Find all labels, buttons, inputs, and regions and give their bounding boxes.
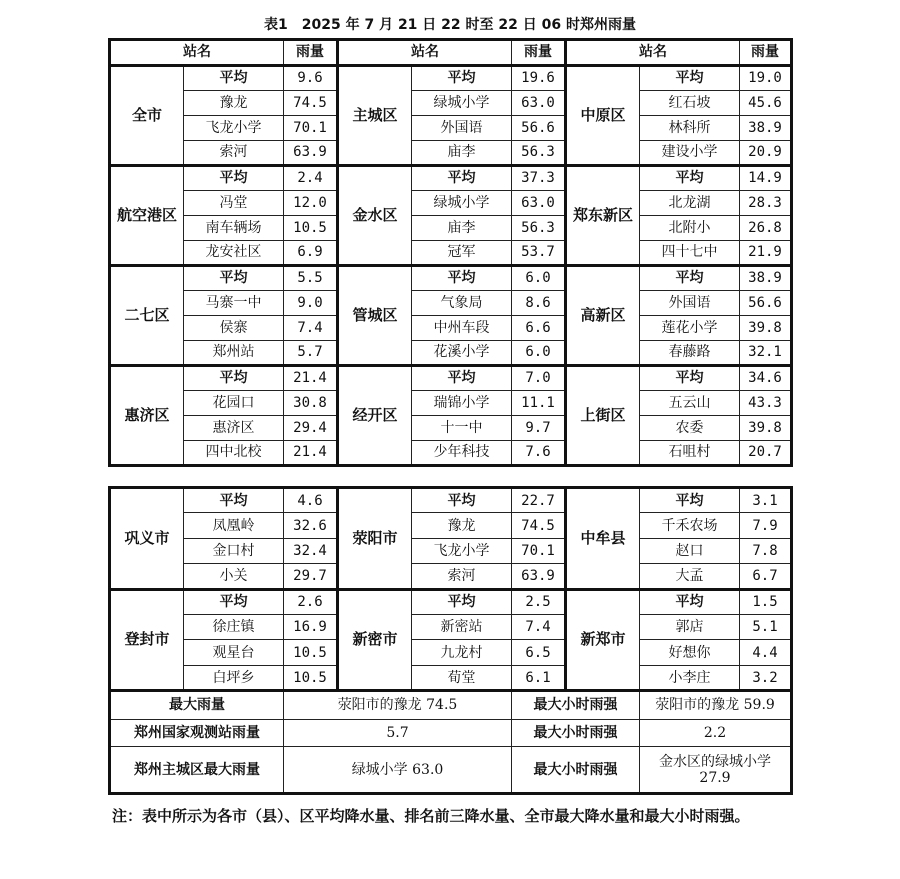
district-name: 郑东新区	[566, 166, 640, 266]
district-name: 航空港区	[110, 166, 184, 266]
station-name: 五云山	[640, 391, 740, 416]
rainfall-value: 38.9	[740, 116, 792, 141]
station-name: 南车辆场	[184, 216, 284, 241]
rainfall-value: 70.1	[512, 538, 566, 563]
average-label: 平均	[184, 66, 284, 91]
district-group-first-row	[110, 589, 792, 614]
average-label: 平均	[640, 166, 740, 191]
station-name: 十一中	[412, 416, 512, 441]
rainfall-value: 56.6	[512, 116, 566, 141]
header-station: 站名	[110, 40, 284, 66]
district-name: 新密市	[338, 589, 412, 691]
station-name: 惠济区	[184, 416, 284, 441]
summary-label-hourly: 最大小时雨强	[512, 691, 640, 720]
rainfall-value: 29.4	[284, 416, 338, 441]
rainfall-value: 7.8	[740, 538, 792, 563]
table-row	[110, 141, 792, 166]
summary-value: 绿城小学 63.0	[284, 747, 512, 794]
district-name: 巩义市	[110, 488, 184, 590]
district-name: 中牟县	[566, 488, 640, 590]
rainfall-value: 63.9	[512, 564, 566, 589]
district-name: 惠济区	[110, 366, 184, 466]
station-name: 飞龙小学	[412, 538, 512, 563]
station-name: 气象局	[412, 291, 512, 316]
station-name: 好想你	[640, 640, 740, 665]
station-name: 春藤路	[640, 341, 740, 366]
rainfall-value: 7.4	[512, 615, 566, 640]
rainfall-value: 6.0	[512, 266, 566, 291]
summary-label-hourly: 最大小时雨强	[512, 719, 640, 747]
table-row	[110, 316, 792, 341]
rainfall-value: 53.7	[512, 241, 566, 266]
rainfall-value: 9.7	[512, 416, 566, 441]
rainfall-value: 6.1	[512, 665, 566, 690]
rainfall-value: 45.6	[740, 91, 792, 116]
summary-row	[110, 747, 792, 794]
rainfall-value: 3.2	[740, 665, 792, 690]
rainfall-value: 6.7	[740, 564, 792, 589]
summary-label: 郑州主城区最大雨量	[110, 747, 284, 794]
rainfall-value: 9.0	[284, 291, 338, 316]
station-name: 绿城小学	[412, 191, 512, 216]
station-name: 北附小	[640, 216, 740, 241]
average-label: 平均	[184, 589, 284, 614]
header-rain: 雨量	[512, 40, 566, 66]
average-label: 平均	[184, 366, 284, 391]
rainfall-value: 37.3	[512, 166, 566, 191]
table-row	[110, 341, 792, 366]
rainfall-value: 28.3	[740, 191, 792, 216]
rainfall-value: 56.6	[740, 291, 792, 316]
rainfall-value: 7.9	[740, 513, 792, 538]
station-name: 飞龙小学	[184, 116, 284, 141]
rainfall-value: 3.1	[740, 488, 792, 513]
rainfall-value: 74.5	[284, 91, 338, 116]
summary-value-hourly: 荥阳市的豫龙 59.9	[640, 691, 792, 720]
station-name: 郑州站	[184, 341, 284, 366]
average-label: 平均	[412, 366, 512, 391]
average-label: 平均	[412, 66, 512, 91]
rainfall-value: 56.3	[512, 216, 566, 241]
district-name: 荥阳市	[338, 488, 412, 590]
rainfall-value: 6.0	[512, 341, 566, 366]
rainfall-value: 63.0	[512, 91, 566, 116]
rainfall-value: 32.6	[284, 513, 338, 538]
summary-label: 最大雨量	[110, 691, 284, 720]
station-name: 马寨一中	[184, 291, 284, 316]
rainfall-value: 20.7	[740, 441, 792, 466]
station-name: 四中北校	[184, 441, 284, 466]
rainfall-value: 43.3	[740, 391, 792, 416]
district-name: 中原区	[566, 66, 640, 166]
district-name: 全市	[110, 66, 184, 166]
station-name: 建设小学	[640, 141, 740, 166]
table-row	[110, 538, 792, 563]
rainfall-value: 4.6	[284, 488, 338, 513]
district-name: 高新区	[566, 266, 640, 366]
station-name: 四十七中	[640, 241, 740, 266]
station-name: 冠军	[412, 241, 512, 266]
table-row	[110, 640, 792, 665]
station-name: 金口村	[184, 538, 284, 563]
average-label: 平均	[640, 488, 740, 513]
station-name: 豫龙	[184, 91, 284, 116]
station-name: 侯寨	[184, 316, 284, 341]
rainfall-value: 16.9	[284, 615, 338, 640]
rainfall-value: 10.5	[284, 216, 338, 241]
table-row	[110, 441, 792, 466]
station-name: 千禾农场	[640, 513, 740, 538]
station-name: 农委	[640, 416, 740, 441]
average-label: 平均	[412, 589, 512, 614]
header-rain: 雨量	[740, 40, 792, 66]
average-label: 平均	[412, 166, 512, 191]
district-name: 二七区	[110, 266, 184, 366]
district-name: 上街区	[566, 366, 640, 466]
rainfall-value: 26.8	[740, 216, 792, 241]
rainfall-value: 5.7	[284, 341, 338, 366]
average-label: 平均	[640, 366, 740, 391]
rainfall-value: 32.1	[740, 341, 792, 366]
district-group-first-row	[110, 366, 792, 391]
district-name: 新郑市	[566, 589, 640, 691]
summary-value: 5.7	[284, 719, 512, 747]
district-name: 管城区	[338, 266, 412, 366]
rainfall-value: 5.1	[740, 615, 792, 640]
station-name: 花溪小学	[412, 341, 512, 366]
table-row	[110, 91, 792, 116]
station-name: 花园口	[184, 391, 284, 416]
rainfall-value: 5.5	[284, 266, 338, 291]
station-name: 庙李	[412, 216, 512, 241]
station-name: 少年科技	[412, 441, 512, 466]
table-row	[110, 291, 792, 316]
table-row	[110, 116, 792, 141]
rainfall-value: 4.4	[740, 640, 792, 665]
rainfall-value: 29.7	[284, 564, 338, 589]
header-rain: 雨量	[284, 40, 338, 66]
station-name: 赵口	[640, 538, 740, 563]
header-row	[110, 40, 792, 66]
summary-value-hourly: 2.2	[640, 719, 792, 747]
district-name: 主城区	[338, 66, 412, 166]
rainfall-value: 10.5	[284, 640, 338, 665]
station-name: 冯堂	[184, 191, 284, 216]
table-row	[110, 665, 792, 690]
station-name: 外国语	[412, 116, 512, 141]
rainfall-value: 12.0	[284, 191, 338, 216]
station-name: 大孟	[640, 564, 740, 589]
station-name: 莲花小学	[640, 316, 740, 341]
rainfall-table-counties	[108, 486, 793, 795]
average-label: 平均	[184, 266, 284, 291]
rainfall-value: 21.4	[284, 366, 338, 391]
table-row	[110, 191, 792, 216]
rainfall-value: 1.5	[740, 589, 792, 614]
station-name: 观星台	[184, 640, 284, 665]
summary-row	[110, 719, 792, 747]
station-name: 郭店	[640, 615, 740, 640]
district-name: 经开区	[338, 366, 412, 466]
average-label: 平均	[412, 266, 512, 291]
station-name: 红石坡	[640, 91, 740, 116]
header-station: 站名	[338, 40, 512, 66]
rainfall-value: 38.9	[740, 266, 792, 291]
station-name: 石咀村	[640, 441, 740, 466]
rainfall-value: 34.6	[740, 366, 792, 391]
average-label: 平均	[184, 488, 284, 513]
district-group-first-row	[110, 166, 792, 191]
rainfall-value: 21.9	[740, 241, 792, 266]
station-name: 庙李	[412, 141, 512, 166]
table-note: 注：表中所示为各市（县）、区平均降水量、排名前三降水量、全市最大降水量和最大小时雨强。	[112, 807, 750, 825]
summary-value: 荥阳市的豫龙 74.5	[284, 691, 512, 720]
station-name: 中州车段	[412, 316, 512, 341]
station-name: 小李庄	[640, 665, 740, 690]
rainfall-value: 14.9	[740, 166, 792, 191]
table-row	[110, 513, 792, 538]
rainfall-value: 2.4	[284, 166, 338, 191]
rainfall-value: 6.5	[512, 640, 566, 665]
station-name: 新密站	[412, 615, 512, 640]
station-name: 凤凰岭	[184, 513, 284, 538]
average-label: 平均	[640, 66, 740, 91]
rainfall-value: 63.9	[284, 141, 338, 166]
rainfall-table-districts	[108, 38, 793, 467]
rainfall-value: 10.5	[284, 665, 338, 690]
rainfall-value: 9.6	[284, 66, 338, 91]
table-row	[110, 564, 792, 589]
rainfall-value: 6.9	[284, 241, 338, 266]
header-station: 站名	[566, 40, 740, 66]
rainfall-value: 19.6	[512, 66, 566, 91]
rainfall-value: 30.8	[284, 391, 338, 416]
station-name: 索河	[184, 141, 284, 166]
station-name: 白坪乡	[184, 665, 284, 690]
average-label: 平均	[640, 266, 740, 291]
rainfall-value: 7.0	[512, 366, 566, 391]
district-name: 登封市	[110, 589, 184, 691]
station-name: 九龙村	[412, 640, 512, 665]
table-row	[110, 615, 792, 640]
rainfall-value: 74.5	[512, 513, 566, 538]
summary-label: 郑州国家观测站雨量	[110, 719, 284, 747]
rainfall-value: 63.0	[512, 191, 566, 216]
rainfall-value: 7.4	[284, 316, 338, 341]
average-label: 平均	[640, 589, 740, 614]
average-label: 平均	[412, 488, 512, 513]
rainfall-value: 19.0	[740, 66, 792, 91]
table-row	[110, 391, 792, 416]
rainfall-value: 6.6	[512, 316, 566, 341]
rainfall-value: 39.8	[740, 316, 792, 341]
rainfall-value: 11.1	[512, 391, 566, 416]
station-name: 豫龙	[412, 513, 512, 538]
station-name: 小关	[184, 564, 284, 589]
rainfall-value: 2.5	[512, 589, 566, 614]
station-name: 外国语	[640, 291, 740, 316]
table-title: 表1 2025 年 7 月 21 日 22 时至 22 日 06 时郑州雨量	[264, 17, 636, 33]
rainfall-value: 7.6	[512, 441, 566, 466]
rainfall-value: 70.1	[284, 116, 338, 141]
station-name: 绿城小学	[412, 91, 512, 116]
station-name: 荀堂	[412, 665, 512, 690]
station-name: 北龙湖	[640, 191, 740, 216]
station-name: 索河	[412, 564, 512, 589]
district-group-first-row	[110, 488, 792, 513]
station-name: 瑞锦小学	[412, 391, 512, 416]
rainfall-value: 32.4	[284, 538, 338, 563]
rainfall-value: 21.4	[284, 441, 338, 466]
table-row	[110, 416, 792, 441]
summary-value-hourly: 金水区的绿城小学 27.9	[640, 747, 792, 794]
rainfall-value: 8.6	[512, 291, 566, 316]
average-label: 平均	[184, 166, 284, 191]
district-group-first-row	[110, 66, 792, 91]
district-group-first-row	[110, 266, 792, 291]
table-row	[110, 241, 792, 266]
station-name: 龙安社区	[184, 241, 284, 266]
rainfall-value: 22.7	[512, 488, 566, 513]
district-name: 金水区	[338, 166, 412, 266]
station-name: 徐庄镇	[184, 615, 284, 640]
rainfall-value: 20.9	[740, 141, 792, 166]
rainfall-value: 39.8	[740, 416, 792, 441]
station-name: 林科所	[640, 116, 740, 141]
rainfall-value: 56.3	[512, 141, 566, 166]
summary-row	[110, 691, 792, 720]
table-row	[110, 216, 792, 241]
rainfall-value: 2.6	[284, 589, 338, 614]
summary-label-hourly: 最大小时雨强	[512, 747, 640, 794]
